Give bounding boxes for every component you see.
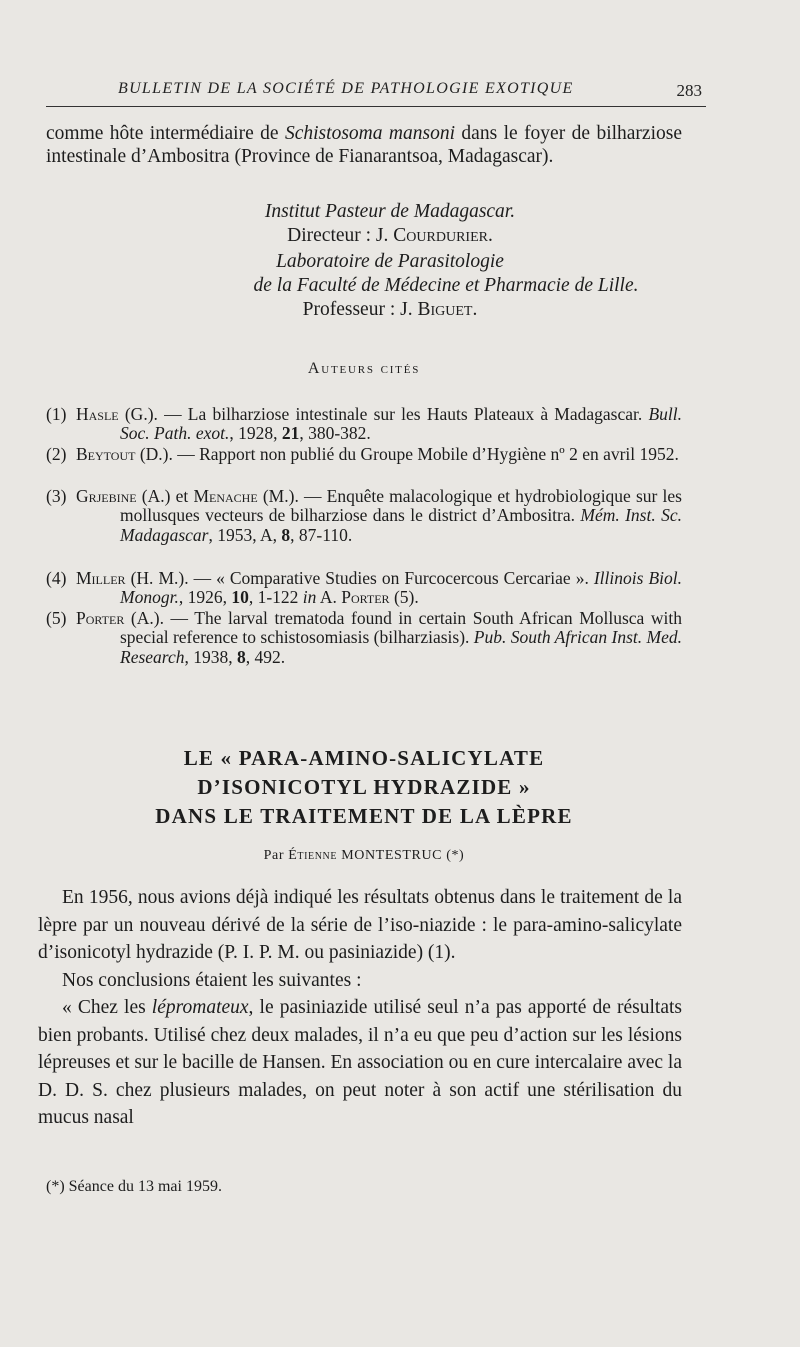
running-header [46, 78, 706, 107]
running-title: BULLETIN DE LA SOCIÉTÉ DE PATHOLOGIE EXOTIQUE [118, 80, 574, 97]
affiliation-director: Directeur : J. Courdurier. [287, 225, 493, 246]
affiliation-professor: Professeur : J. Biguet. [302, 299, 478, 320]
reference-item: (4) Miller (H. M.). — « Comparative Studies on Furcocercous Cercariae ». Illinois Biol. Monogr., 1926, 10, 1-122 in A. Porter (5). [46, 568, 683, 608]
affiliation-laboratory: Laboratoire de Parasitologie [276, 251, 504, 272]
article-title-line: DANS LE TRAITEMENT DE LA LÈPRE [155, 804, 573, 828]
reference-item: (5) Porter (A.). — The larval trematoda found in certain South African Mollusca with special reference to schistosomiasis (bilharziasis). Pub. South African Inst. Med. Research, 1938, 8, 492. [46, 608, 682, 667]
reference-item: (1) Hasle (G.). — La bilharziose intestinale sur les Hauts Plateaux à Madagascar. Bull. Soc. Path. exot., 1928, 21, 380-382. [46, 404, 682, 444]
article-title-line: LE « PARA-AMINO-SALICYLATE [183, 746, 545, 770]
reference-item: (2) Beytout (D.). — Rapport non publié du Groupe Mobile d’Hygiène nº 2 en avril 1952. [46, 444, 679, 464]
footnote: (*) Séance du 13 mai 1959. [46, 1178, 222, 1195]
body-paragraph: « Chez les lépromateux, le pasiniazide utilisé seul n’a pas apporté de résultats bien probants. Utilisé chez deux malades, il n’a eu que peu d’action sur les lésions lépreuses et sur le bacille de Hansen. En association ou en cure intercalaire avec la D. D. S. chez plusieurs malades, on peut noter à son actif une stérilisation du mucus nasal [38, 997, 682, 1128]
body-paragraph: Nos conclusions étaient les suivantes : [62, 969, 362, 991]
affiliation-institut: Institut Pasteur de Madagascar. [264, 201, 516, 222]
species-name: Schistosoma mansoni [284, 123, 455, 144]
article-body [38, 884, 682, 1132]
references-heading: Auteurs cités [307, 360, 421, 377]
article-title-line: D’ISONICOTYL HYDRAZIDE » [197, 775, 531, 799]
body-paragraph: En 1956, nous avions déjà indiqué les résultats obtenus dans le traitement de la lèpre par un nouveau dérivé de la série de l’iso-niazide : le para-amino-salicylate d’isonicotyl hydrazide (P. I. P. M. ou pasiniazide) (1). [38, 887, 682, 963]
author-byline: Par Étienne MONTESTRUC (*) [263, 848, 465, 863]
page-number: 283 [676, 81, 702, 100]
affiliation-faculty: de la Faculté de Médecine et Pharmacie de Lille. [253, 275, 639, 296]
intro-paragraph: comme hôte intermédiaire de Schistosoma mansoni dans le foyer de bilharziose intestinale d’Ambositra (Province de Fianarantsoa, Madagascar). [46, 123, 682, 168]
reference-item: (3) Grjebine (A.) et Menache (M.). — Enquête malacologique et hydrobiologique sur les mollusques vecteurs de bilharziose dans le district d’Ambositra. Mém. Inst. Sc. Madagascar, 1953, A, 8, 87-110. [46, 486, 682, 545]
